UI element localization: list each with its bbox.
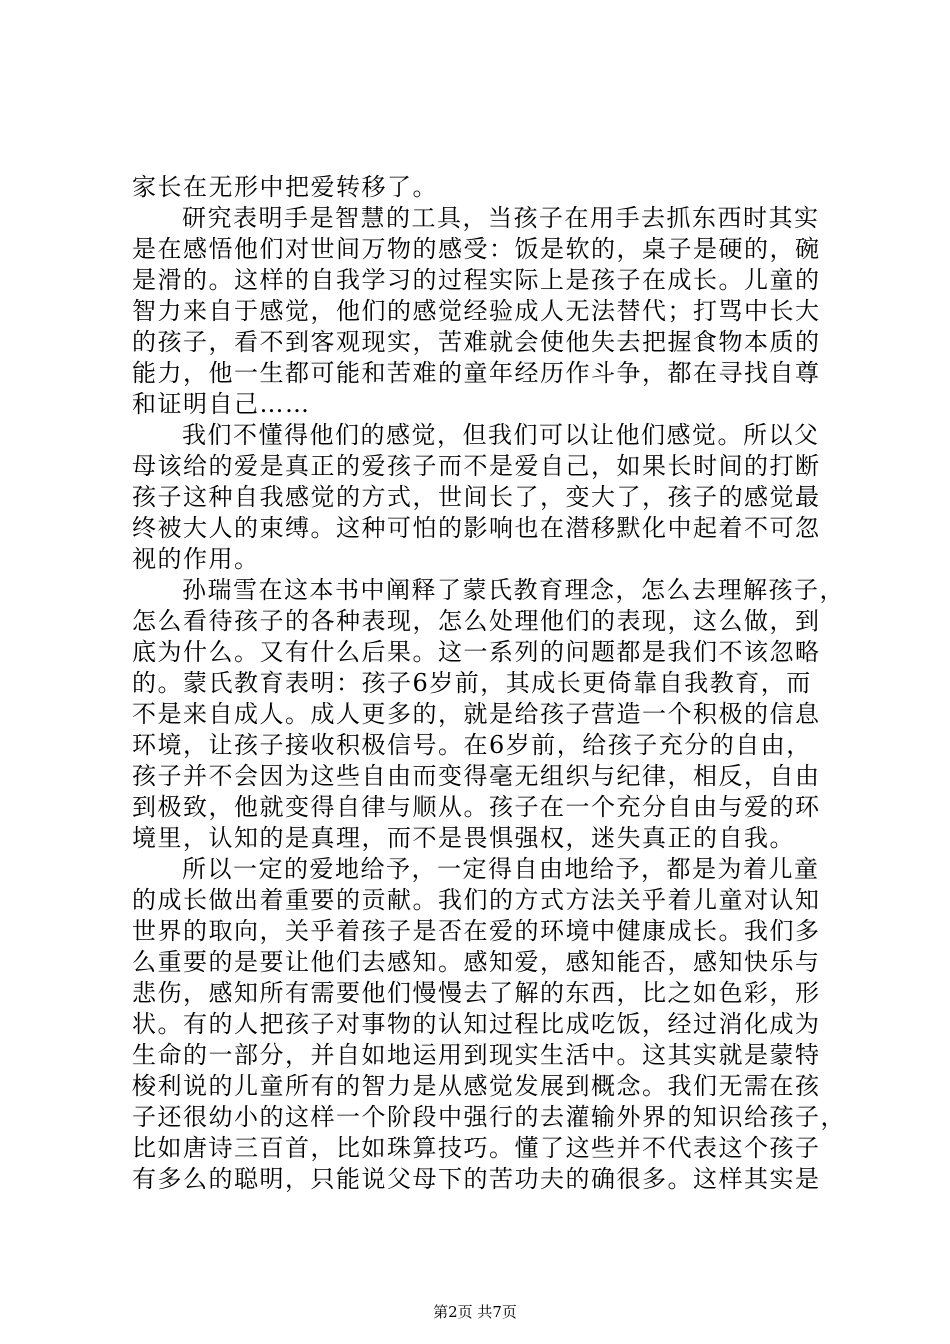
text-line: 境里，认知的是真理，而不是畏惧强权，迷失真正的自我。 — [132, 824, 795, 852]
text-line: 的孩子，看不到客观现实，苦难就会使他失去把握食物本质的 — [132, 328, 821, 356]
text-line: 状。有的人把孩子对事物的认知过程比成吃饭，经过消化成为 — [132, 1010, 821, 1038]
text-line: 底为什么。又有什么后果。这一系列的问题都是我们不该忽略 — [132, 638, 821, 666]
document-body — [132, 172, 846, 1195]
page-number-footer: 第2页 共7页 — [433, 1303, 517, 1321]
text-line: 不是来自成人。成人更多的，就是给孩子营造一个积极的信息 — [132, 700, 821, 728]
text-line: 比如唐诗三百首，比如珠算技巧。懂了这些并不代表这个孩子 — [132, 1134, 821, 1162]
text-line: 终被大人的束缚。这种可怕的影响也在潜移默化中起着不可忽 — [132, 514, 821, 542]
text-line: 环境，让孩子接收积极信号。在6岁前，给孩子充分的自由， — [132, 731, 812, 759]
text-line: 智力来自于感觉，他们的感觉经验成人无法替代；打骂中长大 — [132, 297, 821, 325]
text-line: 的成长做出着重要的贡献。我们的方式方法关乎着儿童对认知 — [132, 886, 821, 914]
text-line: 世界的取向，关乎着孩子是否在爱的环境中健康成长。我们多 — [132, 917, 821, 945]
text-line: 孩子并不会因为这些自由而变得毫无组织与纪律，相反，自由 — [132, 762, 821, 790]
text-line: 子还很幼小的这样一个阶段中强行的去灌输外界的知识给孩子， — [132, 1103, 846, 1131]
text-line: 我们不懂得他们的感觉，但我们可以让他们感觉。所以父 — [182, 421, 820, 449]
text-line: 母该给的爱是真正的爱孩子而不是爱自己，如果长时间的打断 — [132, 452, 821, 480]
text-line: 梭利说的儿童所有的智力是从感觉发展到概念。我们无需在孩 — [132, 1072, 821, 1100]
text-line: 的。蒙氏教育表明：孩子6岁前，其成长更倚靠自我教育，而 — [132, 669, 812, 697]
text-line: 孙瑞雪在这本书中阐释了蒙氏教育理念，怎么去理解孩子， — [182, 576, 845, 604]
text-line: 怎么看待孩子的各种表现，怎么处理他们的表现，这么做，到 — [132, 607, 821, 635]
text-line: 孩子这种自我感觉的方式，世间长了，变大了，孩子的感觉最 — [132, 483, 821, 511]
text-line: 视的作用。 — [132, 545, 260, 573]
text-line: 研究表明手是智慧的工具，当孩子在用手去抓东西时其实 — [182, 204, 820, 232]
text-line: 能力，他一生都可能和苦难的童年经历作斗争，都在寻找自尊 — [132, 359, 821, 387]
text-line: 家长在无形中把爱转移了。 — [132, 173, 438, 201]
text-line: 是滑的。这样的自我学习的过程实际上是孩子在成长。儿童的 — [132, 266, 821, 294]
text-line: 悲伤，感知所有需要他们慢慢去了解的东西，比之如色彩，形 — [132, 979, 821, 1007]
text-line: 么重要的是要让他们去感知。感知爱，感知能否，感知快乐与 — [132, 948, 821, 976]
text-line: 所以一定的爱地给予，一定得自由地给予，都是为着儿童 — [182, 855, 820, 883]
text-line: 是在感悟他们对世间万物的感受：饭是软的，桌子是硬的，碗 — [132, 235, 821, 263]
text-line: 到极致，他就变得自律与顺从。孩子在一个充分自由与爱的环 — [132, 793, 821, 821]
text-line: 有多么的聪明，只能说父母下的苦功夫的确很多。这样其实是 — [132, 1165, 821, 1193]
text-line: 和证明自己…… — [132, 390, 311, 418]
text-line: 生命的一部分，并自如地运用到现实生活中。这其实就是蒙特 — [132, 1041, 821, 1069]
